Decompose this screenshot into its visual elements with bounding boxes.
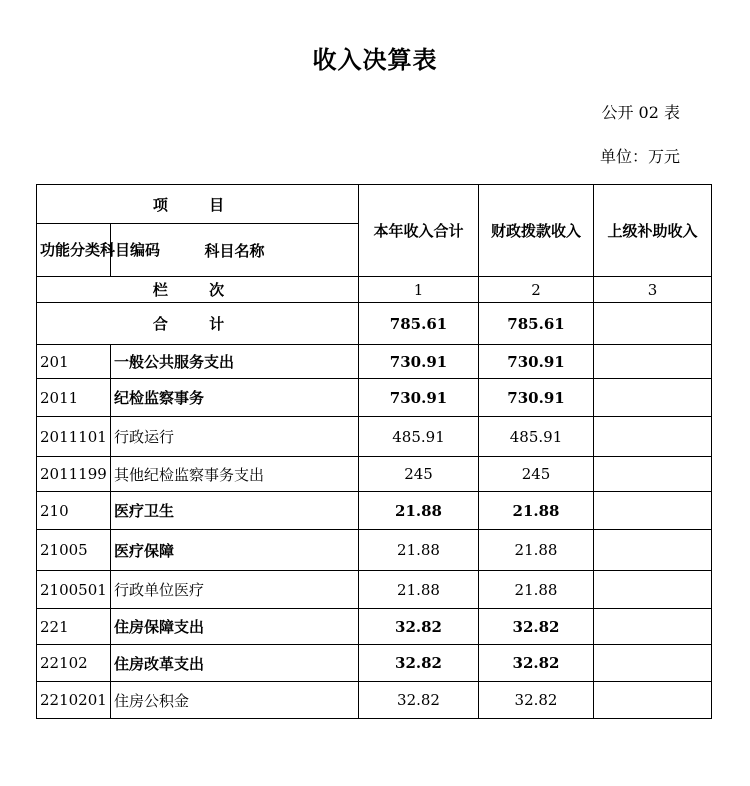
row-value-3 [594, 571, 712, 609]
row-name: 行政运行 [111, 417, 359, 457]
table-row [37, 530, 712, 571]
row-value-2: 21.88 [479, 492, 594, 530]
total-value-2: 785.61 [479, 303, 594, 345]
row-value-1: 485.91 [359, 417, 479, 457]
row-value-1: 21.88 [359, 571, 479, 609]
header-col3: 上级补助收入 [594, 185, 712, 277]
row-value-3 [594, 345, 712, 379]
table-row [37, 492, 712, 530]
row-value-3 [594, 492, 712, 530]
row-value-2: 21.88 [479, 530, 594, 571]
row-code: 210 [37, 492, 111, 530]
row-value-1: 32.82 [359, 682, 479, 719]
row-value-1: 21.88 [359, 530, 479, 571]
row-value-3 [594, 379, 712, 417]
form-code: 公开 02 表 [601, 103, 680, 122]
column-number-3: 3 [594, 277, 712, 303]
table-row [37, 345, 712, 379]
row-value-3 [594, 457, 712, 492]
row-value-1: 32.82 [359, 645, 479, 682]
row-value-3 [594, 682, 712, 719]
header-subject-name: 科目名称 [111, 224, 359, 277]
row-value-3 [594, 417, 712, 457]
column-number-2: 2 [479, 277, 594, 303]
total-row [37, 303, 712, 345]
row-name: 纪检监察事务 [111, 379, 359, 417]
row-value-1: 21.88 [359, 492, 479, 530]
row-value-2: 730.91 [479, 345, 594, 379]
table-row [37, 457, 712, 492]
row-value-1: 245 [359, 457, 479, 492]
row-value-2: 245 [479, 457, 594, 492]
row-name: 医疗保障 [111, 530, 359, 571]
table-row [37, 609, 712, 645]
row-code: 2011199 [37, 457, 111, 492]
column-number-1: 1 [359, 277, 479, 303]
total-value-3 [594, 303, 712, 345]
row-code: 2011101 [37, 417, 111, 457]
header-project: 项 目 [37, 185, 359, 224]
row-code: 221 [37, 609, 111, 645]
header-col1: 本年收入合计 [359, 185, 479, 277]
row-code: 201 [37, 345, 111, 379]
row-value-1: 730.91 [359, 379, 479, 417]
row-value-2: 485.91 [479, 417, 594, 457]
row-code: 2100501 [37, 571, 111, 609]
header-func-code: 功能分类科目编码 [37, 224, 111, 277]
row-code: 2011 [37, 379, 111, 417]
row-value-2: 32.82 [479, 682, 594, 719]
row-code: 2210201 [37, 682, 111, 719]
income-table [36, 184, 712, 719]
table-row [37, 645, 712, 682]
row-value-3 [594, 530, 712, 571]
row-value-3 [594, 645, 712, 682]
row-value-2: 21.88 [479, 571, 594, 609]
row-value-1: 730.91 [359, 345, 479, 379]
row-name: 其他纪检监察事务支出 [111, 457, 359, 492]
table-row [37, 379, 712, 417]
table-row [37, 571, 712, 609]
row-name: 医疗卫生 [111, 492, 359, 530]
table-row [37, 417, 712, 457]
row-value-1: 32.82 [359, 609, 479, 645]
total-value-1: 785.61 [359, 303, 479, 345]
row-value-2: 32.82 [479, 609, 594, 645]
page-title: 收入决算表 [312, 45, 438, 74]
table-row [37, 682, 712, 719]
row-name: 行政单位医疗 [111, 571, 359, 609]
column-row-label: 栏 次 [37, 277, 359, 303]
header-col2: 财政拨款收入 [479, 185, 594, 277]
row-value-2: 730.91 [479, 379, 594, 417]
total-label: 合 计 [37, 303, 359, 345]
row-code: 22102 [37, 645, 111, 682]
row-code: 21005 [37, 530, 111, 571]
row-name: 住房改革支出 [111, 645, 359, 682]
row-value-2: 32.82 [479, 645, 594, 682]
row-name: 住房保障支出 [111, 609, 359, 645]
unit-label: 单位：万元 [599, 147, 680, 166]
row-name: 一般公共服务支出 [111, 345, 359, 379]
row-value-3 [594, 609, 712, 645]
row-name: 住房公积金 [111, 682, 359, 719]
